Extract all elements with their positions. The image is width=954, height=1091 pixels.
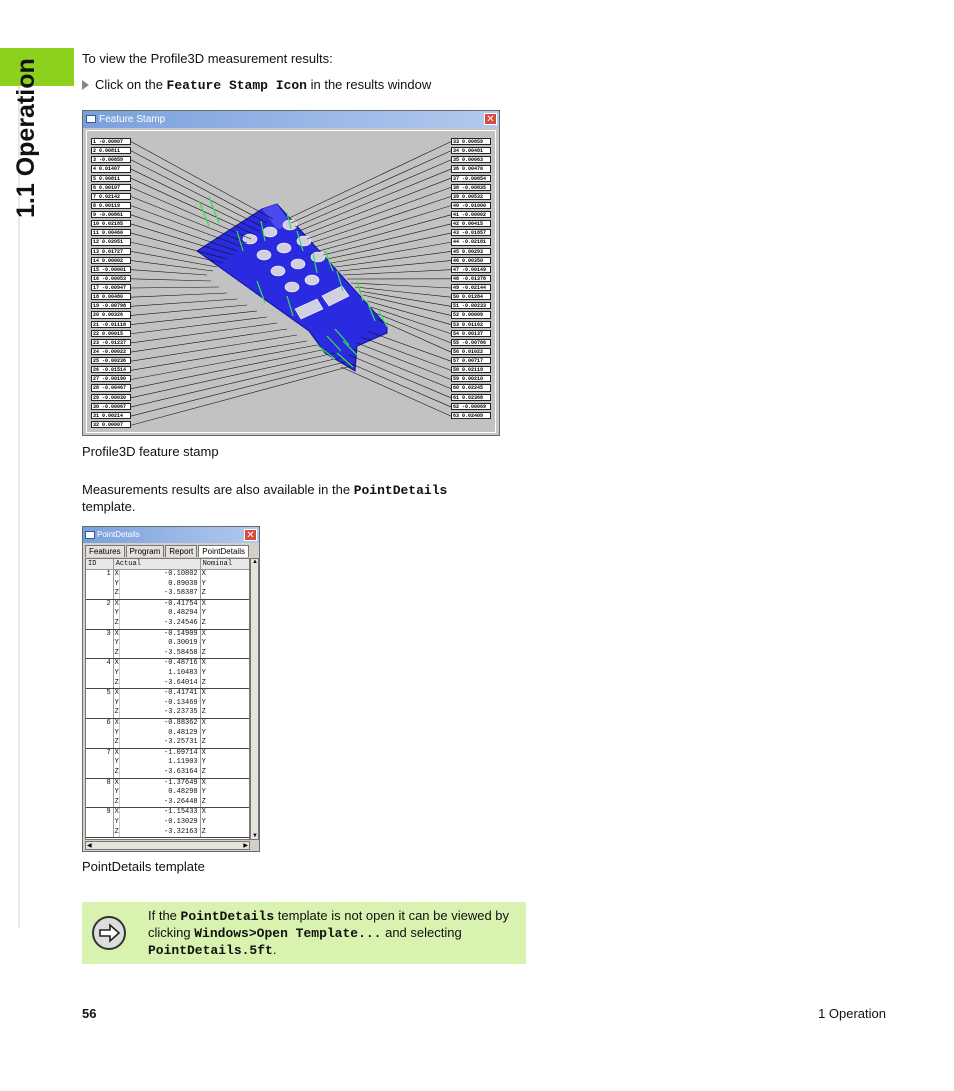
nominal-axis: Z <box>201 618 206 627</box>
actual-value: -3.58387 <box>164 589 198 598</box>
intro-text: To view the Profile3D measurement results: <box>82 51 333 66</box>
feature-label: 15 -0.00001 <box>91 266 131 273</box>
feature-label: 41 -0.00002 <box>451 211 491 218</box>
feature-label: 37 -0.00854 <box>451 175 491 182</box>
leader-line <box>131 151 267 223</box>
right-label-column <box>451 138 491 421</box>
feature-stamp-code: Feature Stamp Icon <box>166 78 307 93</box>
nominal-axis: X <box>201 748 206 757</box>
row-id: 9 <box>86 808 114 837</box>
feature-label: 62 -0.00069 <box>451 403 491 410</box>
nominal-axis: Z <box>201 738 206 747</box>
actual-value: -3.63164 <box>164 767 198 776</box>
feature-label: 21 -0.01118 <box>91 321 131 328</box>
leader-line <box>131 311 257 325</box>
feature-stamp-window <box>82 110 500 436</box>
feature-label: 48 -0.01378 <box>451 275 491 282</box>
actual-value: -1.15433 <box>164 808 198 817</box>
feature-label: 26 -0.01514 <box>91 366 131 373</box>
feature-label: 4 0.01407 <box>91 165 131 172</box>
actual-value: -1.09714 <box>164 748 198 757</box>
column-header-id[interactable]: ID <box>86 559 114 569</box>
leader-line <box>359 291 451 306</box>
feature-label: 18 0.00480 <box>91 293 131 300</box>
feature-label: 24 -0.00022 <box>91 348 131 355</box>
nominal-axis: Y <box>201 639 206 648</box>
axis-label: Y <box>114 758 119 767</box>
leader-line <box>131 279 211 281</box>
actual-value: 0.48298 <box>168 788 198 797</box>
axis-label: Z <box>114 708 119 717</box>
nominal-axis: X <box>201 599 206 608</box>
feature-label: 16 -0.00053 <box>91 275 131 282</box>
tab-report[interactable]: Report <box>165 545 197 557</box>
leader-line <box>303 178 451 235</box>
nominal-axis: Y <box>201 728 206 737</box>
actual-value: 1.11903 <box>168 758 198 767</box>
nominal-axis: X <box>201 629 206 638</box>
feature-label: 46 0.00350 <box>451 257 491 264</box>
leader-line <box>361 337 451 370</box>
actual-value: -1.37649 <box>164 778 198 787</box>
actual-value: -0.14909 <box>164 629 198 638</box>
window-icon <box>86 115 96 123</box>
feature-label: 35 0.00063 <box>451 156 491 163</box>
actual-value: -3.26448 <box>164 797 198 806</box>
row-id: 2 <box>86 600 114 629</box>
leader-line <box>131 160 263 227</box>
actual-value: 0.30019 <box>168 639 198 648</box>
part-hole <box>291 259 305 269</box>
feature-label: 42 0.00415 <box>451 220 491 227</box>
leader-line <box>131 197 247 244</box>
feature-label: 40 -0.01000 <box>451 202 491 209</box>
point-details-paragraph: Measurements results are also available in the PointDetails template. <box>82 482 448 514</box>
actual-values <box>120 600 201 629</box>
nominal-axis: Y <box>201 758 206 767</box>
actual-value: -0.13029 <box>164 817 198 826</box>
leader-line <box>131 323 277 343</box>
leader-line <box>131 270 207 275</box>
leader-line <box>131 287 219 288</box>
feature-label: 8 0.00119 <box>91 202 131 209</box>
nominal-axis-labels <box>201 689 249 718</box>
leader-line <box>341 367 451 416</box>
leader-line <box>353 349 451 389</box>
leader-line <box>131 187 251 239</box>
row-id: 6 <box>86 719 114 748</box>
feature-label: 56 0.01022 <box>451 348 491 355</box>
axis-label: Y <box>114 668 119 677</box>
axis-label: X <box>114 689 119 698</box>
part-hole <box>285 282 299 292</box>
arrow-right-icon <box>92 916 126 950</box>
feature-label: 59 0.00210 <box>451 375 491 382</box>
nominal-axis: X <box>201 778 206 787</box>
table-row[interactable] <box>86 630 249 660</box>
left-label-column <box>91 138 131 430</box>
nominal-axis: Z <box>201 589 206 598</box>
chapter-label: 1.1 Operation <box>12 58 40 218</box>
axis-label: Y <box>114 788 119 797</box>
table-row[interactable] <box>86 570 249 600</box>
table-row[interactable] <box>86 779 249 809</box>
axis-label: Z <box>114 648 119 657</box>
table-row[interactable] <box>86 719 249 749</box>
nominal-axis-labels <box>201 630 249 659</box>
nominal-axis: X <box>201 689 206 698</box>
actual-values <box>120 659 201 688</box>
grid-header <box>86 559 249 570</box>
feature-label: 9 -0.00861 <box>91 211 131 218</box>
axis-label: Y <box>114 817 119 826</box>
feature-label: 38 -0.00835 <box>451 184 491 191</box>
part-hole <box>257 250 271 260</box>
feature-label: 49 -0.02144 <box>451 284 491 291</box>
leader-line <box>327 233 451 259</box>
leader-line <box>349 355 451 398</box>
nominal-axis-labels <box>201 779 249 808</box>
axis-label: Z <box>114 767 119 776</box>
axis-label: Y <box>114 698 119 707</box>
scroll-down-icon[interactable]: ▼ <box>252 833 258 839</box>
nominal-axis: Y <box>201 668 206 677</box>
row-id: 7 <box>86 749 114 778</box>
nominal-axis: Z <box>201 708 206 717</box>
axis-label: X <box>114 748 119 757</box>
feature-label: 6 0.00107 <box>91 184 131 191</box>
leader-line <box>131 345 317 380</box>
feature-label: 11 0.00460 <box>91 229 131 236</box>
close-icon[interactable]: ✕ <box>484 113 497 125</box>
window-icon <box>85 531 95 539</box>
feature-label: 3 -0.00859 <box>91 156 131 163</box>
leader-line <box>131 299 237 306</box>
actual-values <box>120 719 201 748</box>
nominal-axis: X <box>201 570 206 578</box>
feature-label: 31 0.00214 <box>91 412 131 419</box>
actual-value: -3.23735 <box>164 708 198 717</box>
row-id: 8 <box>86 779 114 808</box>
nominal-axis: Y <box>201 817 206 826</box>
feature-label: 1 -0.00807 <box>91 138 131 145</box>
leader-line <box>131 353 335 398</box>
feature-label: 43 -0.01857 <box>451 229 491 236</box>
actual-value: -3.24546 <box>164 618 198 627</box>
leader-line <box>131 365 355 425</box>
point-details-grid <box>85 558 250 840</box>
feature-label: 2 0.00811 <box>91 147 131 154</box>
feature-stamp-title: Feature Stamp <box>99 114 166 125</box>
feature-label: 17 -0.00947 <box>91 284 131 291</box>
feature-label: 61 0.02368 <box>451 394 491 401</box>
grid-rows <box>86 570 249 838</box>
feature-label: 25 -0.00236 <box>91 357 131 364</box>
axis-label: Y <box>114 639 119 648</box>
nominal-axis-labels <box>201 600 249 629</box>
footer-chapter: 1 Operation <box>818 1006 886 1021</box>
column-header-actual[interactable]: Actual <box>114 559 201 569</box>
feature-label: 55 -0.00786 <box>451 339 491 346</box>
feature-stamp-titlebar[interactable] <box>83 111 499 128</box>
axis-label: X <box>114 629 119 638</box>
feature-label: 58 0.02119 <box>451 366 491 373</box>
part-hole <box>271 266 285 276</box>
horizontal-scrollbar[interactable] <box>85 841 250 850</box>
leader-line <box>131 261 213 271</box>
point-details-titlebar[interactable] <box>83 527 259 543</box>
feature-label: 36 0.00470 <box>451 165 491 172</box>
feature-label: 50 0.01284 <box>451 293 491 300</box>
feature-label: 14 0.00002 <box>91 257 131 264</box>
feature-label: 27 -0.00190 <box>91 375 131 382</box>
actual-value: -0.48716 <box>164 659 198 668</box>
scroll-right-icon[interactable]: ▶ <box>243 843 248 849</box>
actual-values <box>120 630 201 659</box>
actual-value: 1.10483 <box>168 668 198 677</box>
nominal-axis: Y <box>201 579 206 588</box>
tab-program[interactable]: Program <box>126 545 165 557</box>
actual-value: 0.48294 <box>168 609 198 618</box>
feature-label: 5 0.00811 <box>91 175 131 182</box>
feature-label: 23 -0.01237 <box>91 339 131 346</box>
leader-line <box>357 343 451 380</box>
figure-caption-feature-stamp: Profile3D feature stamp <box>82 444 219 459</box>
column-header-nominal[interactable]: Nominal <box>202 560 233 568</box>
nominal-axis: Y <box>201 788 206 797</box>
axis-label: X <box>114 599 119 608</box>
axis-label: Z <box>114 827 119 836</box>
note-box <box>82 902 526 964</box>
leader-line <box>131 341 307 370</box>
scroll-left-icon[interactable]: ◀ <box>87 843 92 849</box>
part-hole <box>305 275 319 285</box>
leader-line <box>287 142 451 219</box>
vertical-scrollbar[interactable] <box>250 558 259 840</box>
actual-values <box>120 749 201 778</box>
actual-values <box>120 570 201 599</box>
feature-label: 19 -0.00798 <box>91 302 131 309</box>
leader-line <box>351 283 451 288</box>
bullet-arrow-icon <box>82 80 89 90</box>
step-instruction: Click on the Feature Stamp Icon in the results window <box>82 77 431 94</box>
part-hole <box>263 227 277 237</box>
close-icon[interactable]: ✕ <box>244 529 257 541</box>
leader-line <box>311 197 451 244</box>
feature-label: 7 0.02142 <box>91 193 131 200</box>
nominal-axis: Z <box>201 767 206 776</box>
leader-line <box>131 293 227 297</box>
table-row[interactable] <box>86 808 249 838</box>
feature-label: 12 0.02051 <box>91 238 131 245</box>
tab-features[interactable]: Features <box>85 545 125 557</box>
feature-label: 10 0.02185 <box>91 220 131 227</box>
nominal-axis-labels <box>201 749 249 778</box>
axis-label: Z <box>114 589 119 598</box>
axis-label: Z <box>114 618 119 627</box>
nominal-axis: Z <box>201 648 206 657</box>
axis-label: Z <box>114 797 119 806</box>
deviation-marker <box>209 197 219 223</box>
part-render <box>87 131 497 434</box>
row-id: 3 <box>86 630 114 659</box>
axis-label: X <box>114 778 119 787</box>
row-id: 4 <box>86 659 114 688</box>
axis-label: Y <box>114 579 119 588</box>
nominal-axis-labels <box>201 659 249 688</box>
figure-caption-point-details: PointDetails template <box>82 859 205 874</box>
nominal-axis-labels <box>201 808 249 837</box>
feature-label: 63 0.02409 <box>451 412 491 419</box>
leader-line <box>131 317 267 334</box>
feature-label: 30 -0.00067 <box>91 403 131 410</box>
leader-line <box>291 151 451 223</box>
feature-label: 45 0.00293 <box>451 248 491 255</box>
leader-line <box>131 349 327 389</box>
leader-line <box>343 270 451 275</box>
leader-line <box>131 169 259 231</box>
leader-line <box>355 287 451 297</box>
feature-label: 53 0.01162 <box>451 321 491 328</box>
row-id: 1 <box>86 570 114 599</box>
feature-label: 39 0.00532 <box>451 193 491 200</box>
axis-label: Y <box>114 609 119 618</box>
nominal-axis: Z <box>201 678 206 687</box>
actual-value: -3.32163 <box>164 827 198 836</box>
actual-value: -0.88362 <box>164 718 198 727</box>
leader-line <box>307 187 451 239</box>
axis-label: X <box>114 570 119 578</box>
scroll-up-icon[interactable]: ▲ <box>252 559 258 565</box>
feature-label: 51 -0.00233 <box>451 302 491 309</box>
feature-label: 57 0.00717 <box>451 357 491 364</box>
nominal-axis-labels <box>201 570 249 599</box>
leader-line <box>345 361 451 407</box>
table-row[interactable] <box>86 689 249 719</box>
template-tabs <box>85 545 250 557</box>
nominal-axis: Z <box>201 827 206 836</box>
nominal-axis: Y <box>201 698 206 707</box>
actual-values <box>120 689 201 718</box>
tab-pointdetails[interactable]: PointDetails <box>198 545 249 557</box>
table-row[interactable] <box>86 659 249 689</box>
actual-value: -0.41754 <box>164 599 198 608</box>
axis-label: X <box>114 808 119 817</box>
row-id: 5 <box>86 689 114 718</box>
point-details-title: PointDetails <box>97 530 140 539</box>
nominal-axis: X <box>201 659 206 668</box>
table-row[interactable] <box>86 749 249 779</box>
table-row[interactable] <box>86 600 249 630</box>
actual-value: -3.25731 <box>164 738 198 747</box>
feature-label: 33 0.00859 <box>451 138 491 145</box>
axis-label: X <box>114 718 119 727</box>
nominal-axis: Y <box>201 609 206 618</box>
point-details-window <box>82 526 260 852</box>
actual-value: -0.41741 <box>164 689 198 698</box>
note-text: If the PointDetails template is not open it can be viewed by clicking Windows>Open Template... and selecting PointDetails.5ft. <box>148 908 510 958</box>
feature-label: 60 0.02245 <box>451 384 491 391</box>
actual-values <box>120 779 201 808</box>
feature-stamp-view <box>86 130 496 433</box>
actual-value: -0.13469 <box>164 698 198 707</box>
leader-line <box>339 261 451 271</box>
actual-values <box>120 808 201 837</box>
feature-label: 54 0.00137 <box>451 330 491 337</box>
actual-value: -0.10802 <box>164 570 198 578</box>
feature-label: 34 0.00481 <box>451 147 491 154</box>
actual-value: -3.58458 <box>164 648 198 657</box>
part-hole <box>277 243 291 253</box>
feature-label: 29 -0.00030 <box>91 394 131 401</box>
axis-label: Z <box>114 678 119 687</box>
axis-label: Z <box>114 738 119 747</box>
actual-value: 0.48129 <box>168 728 198 737</box>
feature-label: 13 0.01727 <box>91 248 131 255</box>
actual-value: 0.89038 <box>168 579 198 588</box>
leader-line <box>131 361 349 416</box>
nominal-axis: X <box>201 718 206 727</box>
actual-value: -3.64014 <box>164 678 198 687</box>
feature-label: 32 0.00007 <box>91 421 131 428</box>
feature-label: 52 0.00009 <box>451 311 491 318</box>
feature-label: 47 -0.00149 <box>451 266 491 273</box>
feature-label: 44 -0.02181 <box>451 238 491 245</box>
feature-label: 28 -0.00467 <box>91 384 131 391</box>
axis-label: X <box>114 659 119 668</box>
nominal-axis-labels <box>201 719 249 748</box>
axis-label: Y <box>114 728 119 737</box>
nominal-axis: Z <box>201 797 206 806</box>
feature-label: 20 0.00326 <box>91 311 131 318</box>
nominal-axis: X <box>201 808 206 817</box>
feature-label: 22 0.00015 <box>91 330 131 337</box>
point-details-code: PointDetails <box>353 483 448 498</box>
leader-line <box>295 160 451 227</box>
page-number: 56 <box>82 1006 97 1021</box>
leader-line <box>323 224 451 255</box>
